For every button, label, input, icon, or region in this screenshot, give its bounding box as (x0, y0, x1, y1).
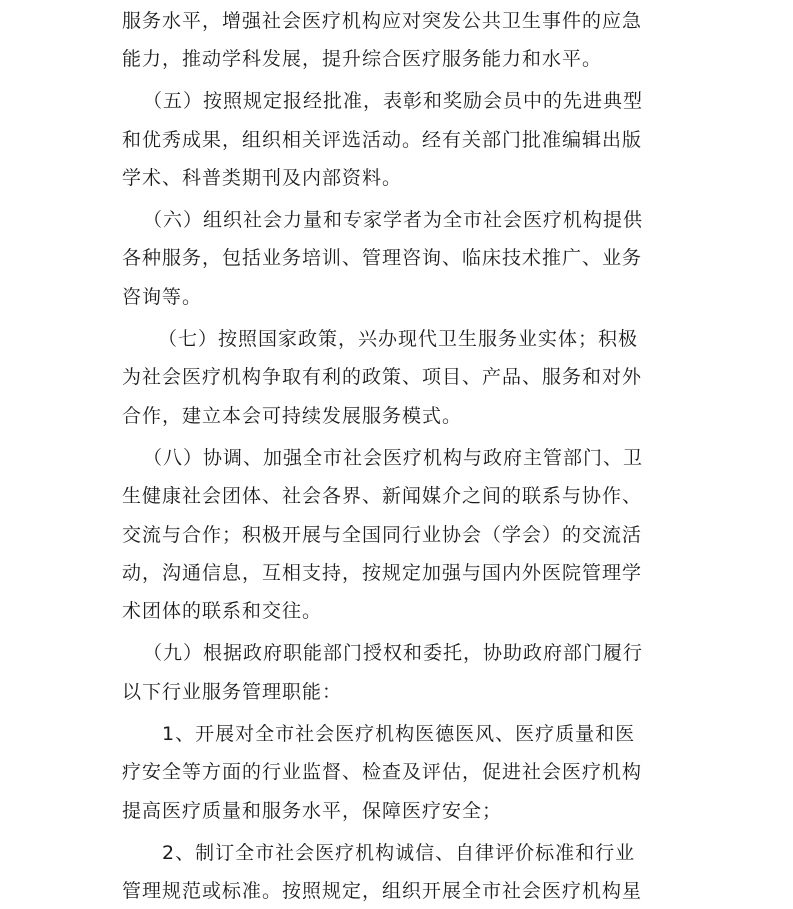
text-line: 提高医疗质量和服务水平，保障医疗安全； (122, 800, 503, 822)
text-line: 交流与合作；积极开展与全国同行业协会（学会）的交流活 (122, 524, 643, 546)
text-line: 能力，推动学科发展，提升综合医疗服务能力和水平。 (122, 48, 603, 70)
text-line: 疗安全等方面的行业监督、检查及评估，促进社会医疗机构 (122, 761, 643, 783)
text-line: 和优秀成果，组织相关评选活动。经有关部门批准编辑出版 (122, 129, 643, 151)
text-line: 以下行业服务管理职能： (122, 681, 343, 703)
text-line: 术团体的联系和交往。 (122, 600, 323, 622)
text-line: （九）根据政府职能部门授权和委托，协助政府部门履行 (143, 642, 644, 664)
text-line: 咨询等。 (122, 286, 203, 308)
text-line: 学术、科普类期刊及内部资料。 (122, 167, 403, 189)
text-line: （五）按照规定报经批准，表彰和奖励会员中的先进典型 (143, 90, 644, 112)
text-line: 动，沟通信息，互相支持，按规定加强与国内外医院管理学 (122, 562, 643, 584)
text-line: 各种服务，包括业务培训、管理咨询、临床技术推广、业务 (122, 247, 643, 269)
text-line: （八）协调、加强全市社会医疗机构与政府主管部门、卫 (143, 447, 644, 469)
text-line: 服务水平，增强社会医疗机构应对突发公共卫生事件的应急 (122, 10, 643, 32)
text-line: 1、开展对全市社会医疗机构医德医风、医疗质量和医 (162, 723, 636, 745)
text-line: （六）组织社会力量和专家学者为全市社会医疗机构提供 (143, 209, 644, 231)
text-line: 为社会医疗机构争取有利的政策、项目、产品、服务和对外 (122, 366, 643, 388)
text-line: （七）按照国家政策，兴办现代卫生服务业实体；积极 (158, 328, 639, 350)
text-line: 2、制订全市社会医疗机构诚信、自律评价标准和行业 (162, 842, 636, 864)
text-line: 生健康社会团体、社会各界、新闻媒介之间的联系与协作、 (122, 485, 643, 507)
text-line: 合作，建立本会可持续发展服务模式。 (122, 405, 463, 427)
text-line: 管理规范或标准。按照规定，组织开展全市社会医疗机构星 (122, 880, 643, 902)
